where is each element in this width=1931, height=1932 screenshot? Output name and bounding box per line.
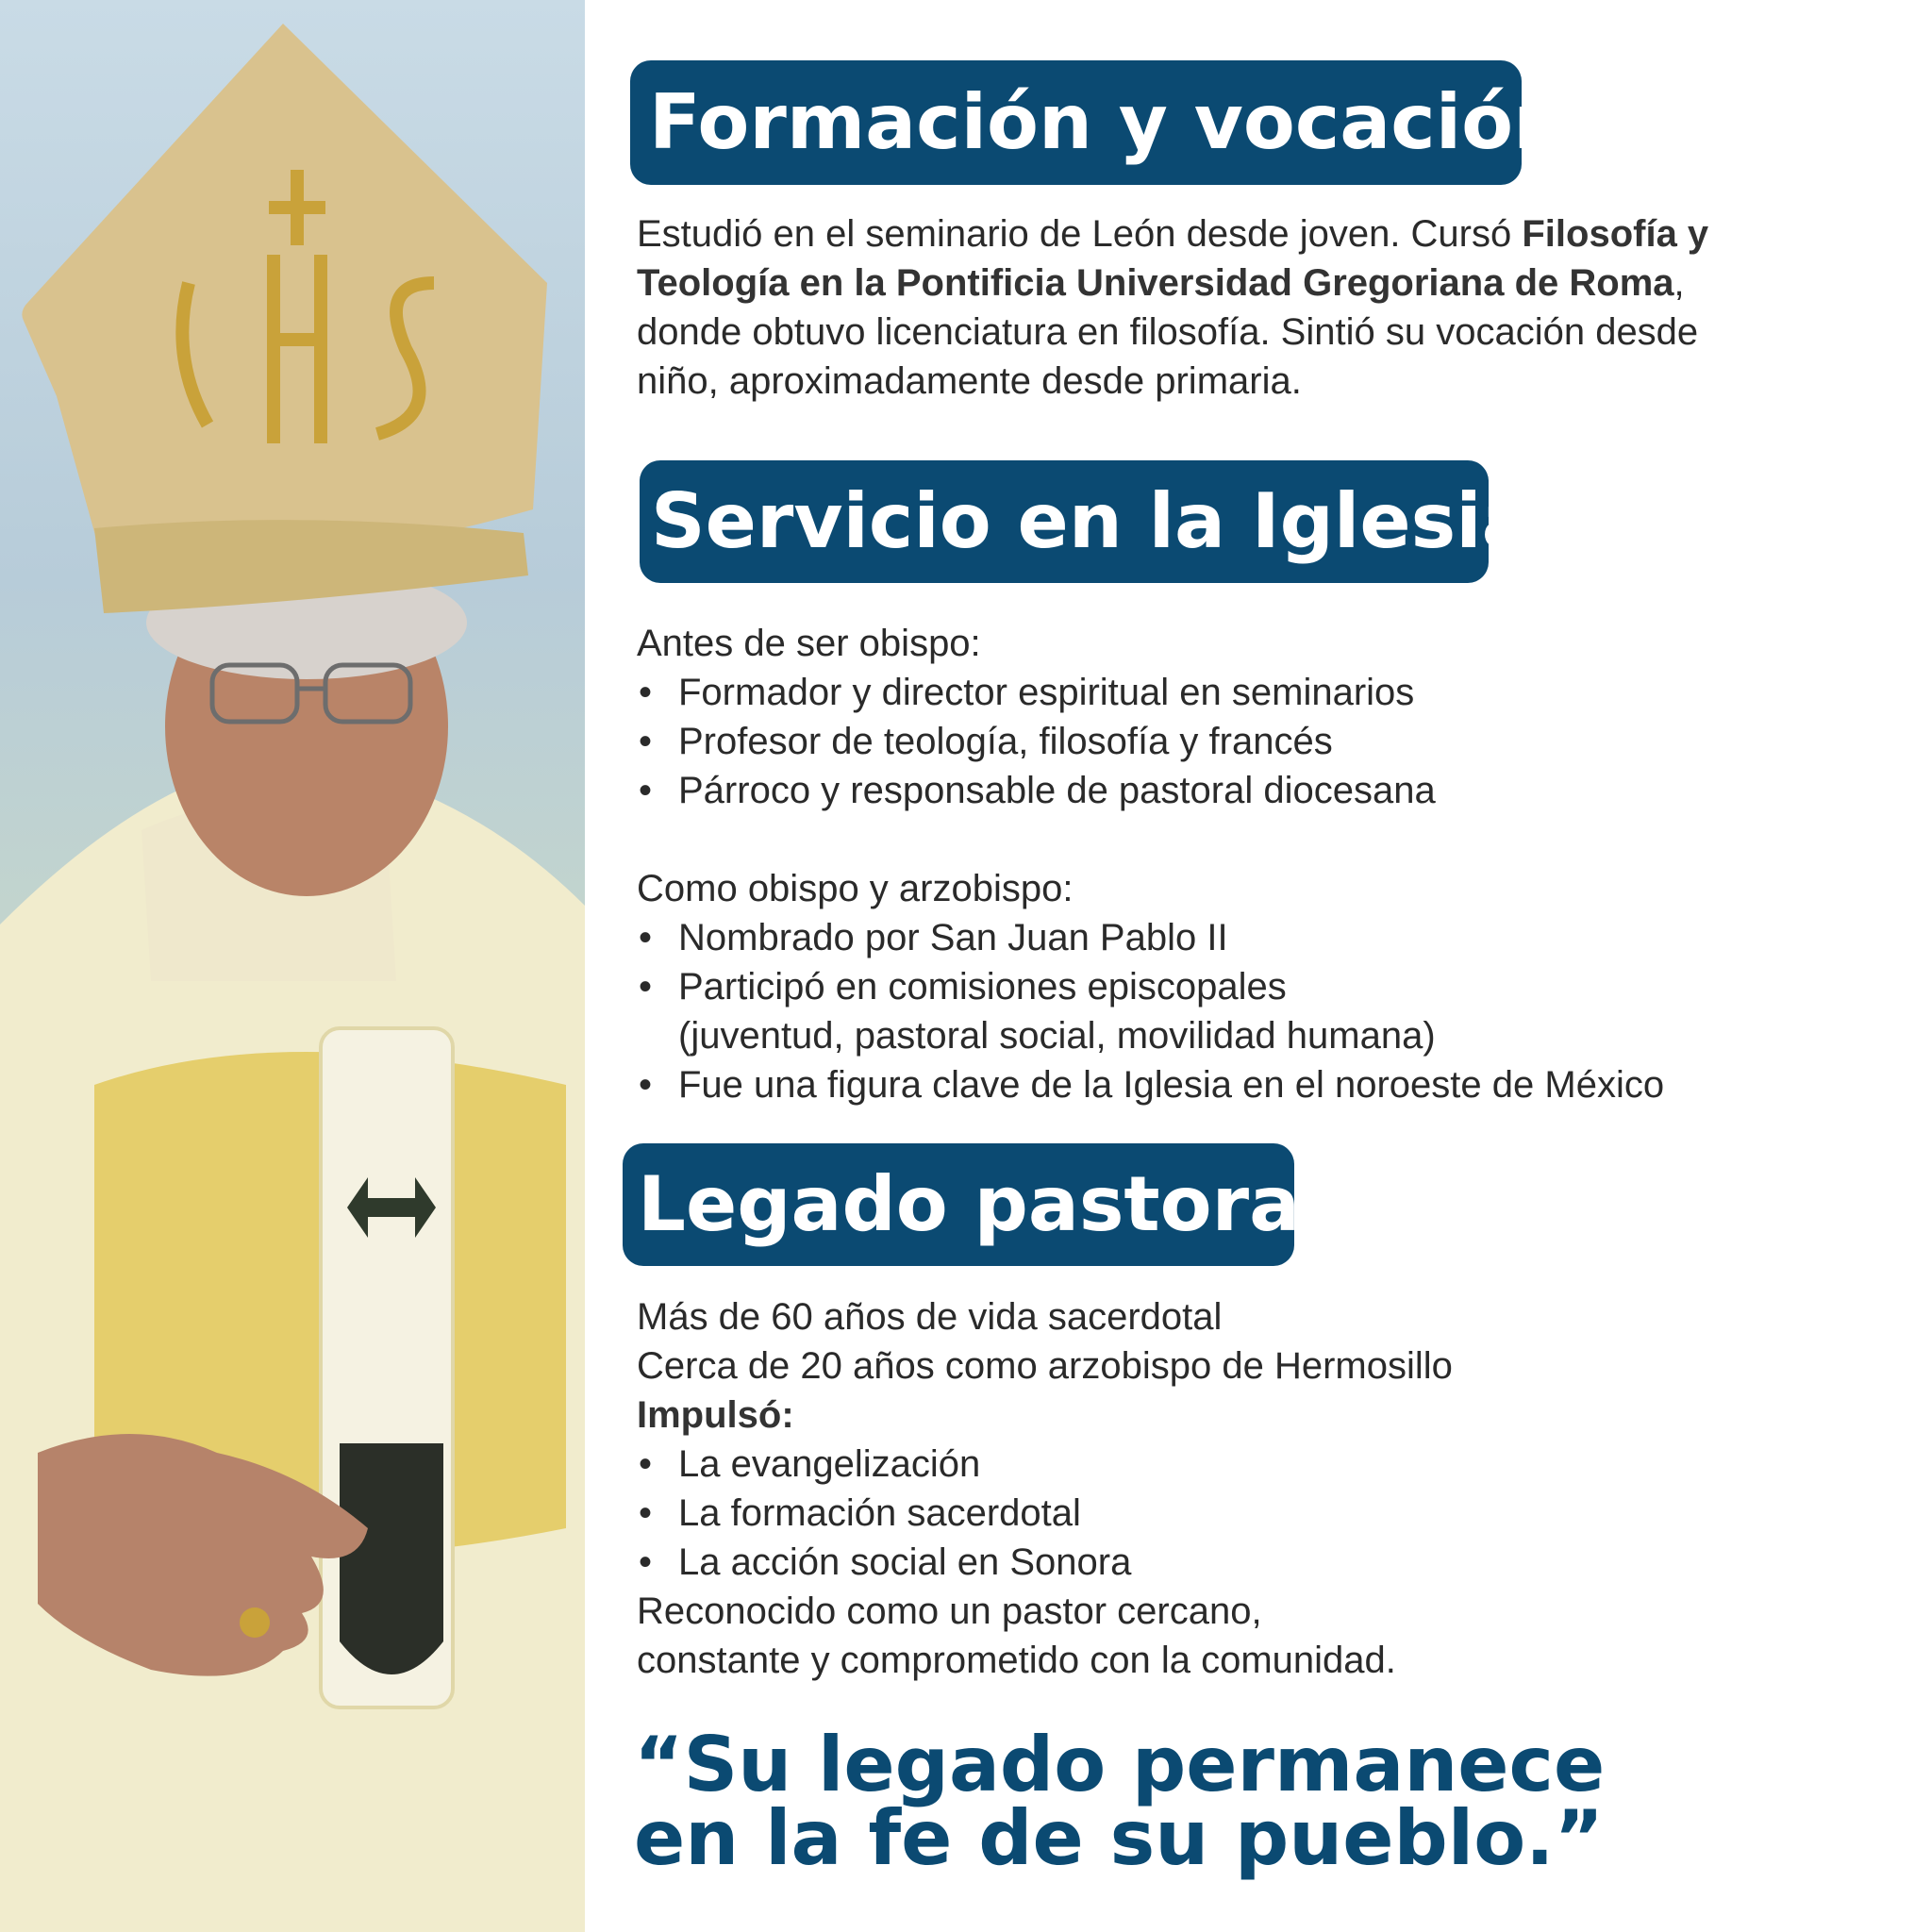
formacion-paragraph xyxy=(637,209,1708,406)
servicio-before-heading: Antes de ser obispo: xyxy=(637,623,981,664)
formacion-bold-1: Filosofía y xyxy=(1522,213,1709,255)
formacion-line-4: niño, aproximadamente desde primaria. xyxy=(637,360,1302,402)
closing-quote xyxy=(634,1721,1606,1882)
formacion-bold-2: Teología en la Pontificia Universidad Gregoriana de Roma xyxy=(637,262,1674,304)
ring xyxy=(240,1607,270,1638)
servicio-before xyxy=(637,619,1436,815)
bishop-portrait xyxy=(0,0,585,1932)
formacion-text-1: Estudió en el seminario de León desde joven. Cursó xyxy=(637,213,1523,255)
servicio-before-list xyxy=(637,668,1436,815)
servicio-bishop-heading: Como obispo y arzobispo: xyxy=(637,868,1074,909)
list-item: • Párroco y responsable de pastoral diocesana xyxy=(637,766,1436,815)
formacion-line-3: donde obtuvo licenciatura en filosofía. Sintió su vocación desde xyxy=(637,311,1699,353)
servicio-bishop-list xyxy=(637,913,1664,1109)
section-title-formacion xyxy=(630,60,1568,185)
content-column xyxy=(585,0,1931,1932)
list-item: • Formador y director espiritual en seminarios xyxy=(637,668,1436,717)
bishop-illustration xyxy=(0,0,585,1932)
section-title-legado xyxy=(623,1143,1326,1266)
legado-line-2: Cerca de 20 años como arzobispo de Hermosillo xyxy=(637,1345,1453,1387)
servicio-bishop xyxy=(637,864,1664,1109)
formacion-line-1 xyxy=(637,209,1708,258)
list-item: • Profesor de teología, filosofía y francés xyxy=(637,717,1436,766)
list-item: • Nombrado por San Juan Pablo II xyxy=(637,913,1664,962)
section-title-formacion-text: Formación y vocación xyxy=(649,78,1568,166)
list-item: • La formación sacerdotal xyxy=(637,1489,1453,1538)
quote-line-2: en la fe de su pueblo.” xyxy=(634,1794,1605,1882)
stole-tip xyxy=(340,1443,443,1674)
list-item-text: Participó en comisiones episcopales xyxy=(678,966,1287,1008)
list-item: • Fue una figura clave de la Iglesia en el noroeste de México xyxy=(637,1060,1664,1109)
section-title-servicio xyxy=(640,460,1533,583)
formacion-line-2 xyxy=(637,258,1708,308)
legado-impulso xyxy=(637,1391,1453,1440)
formacion-text-2: , xyxy=(1673,262,1685,304)
legado-list xyxy=(637,1440,1453,1587)
legado-closing-1: Reconocido como un pastor cercano, xyxy=(637,1591,1262,1632)
list-item: • La acción social en Sonora xyxy=(637,1538,1453,1587)
quote-line-1: “Su legado permanece xyxy=(634,1721,1606,1808)
mitre-icon xyxy=(22,24,547,567)
legado-line-1: Más de 60 años de vida sacerdotal xyxy=(637,1296,1223,1338)
legado-impulso-text: Impulsó: xyxy=(637,1394,794,1436)
legado-paragraph xyxy=(637,1292,1453,1685)
list-item-continuation: (juventud, pastoral social, movilidad humana) xyxy=(678,1015,1436,1057)
section-title-servicio-text: Servicio en la Iglesia xyxy=(651,477,1533,565)
legado-closing-2: constante y comprometido con la comunidad. xyxy=(637,1640,1396,1681)
list-item xyxy=(637,962,1664,1060)
section-title-legado-text: Legado pastoral xyxy=(638,1160,1326,1248)
list-item: • La evangelización xyxy=(637,1440,1453,1489)
